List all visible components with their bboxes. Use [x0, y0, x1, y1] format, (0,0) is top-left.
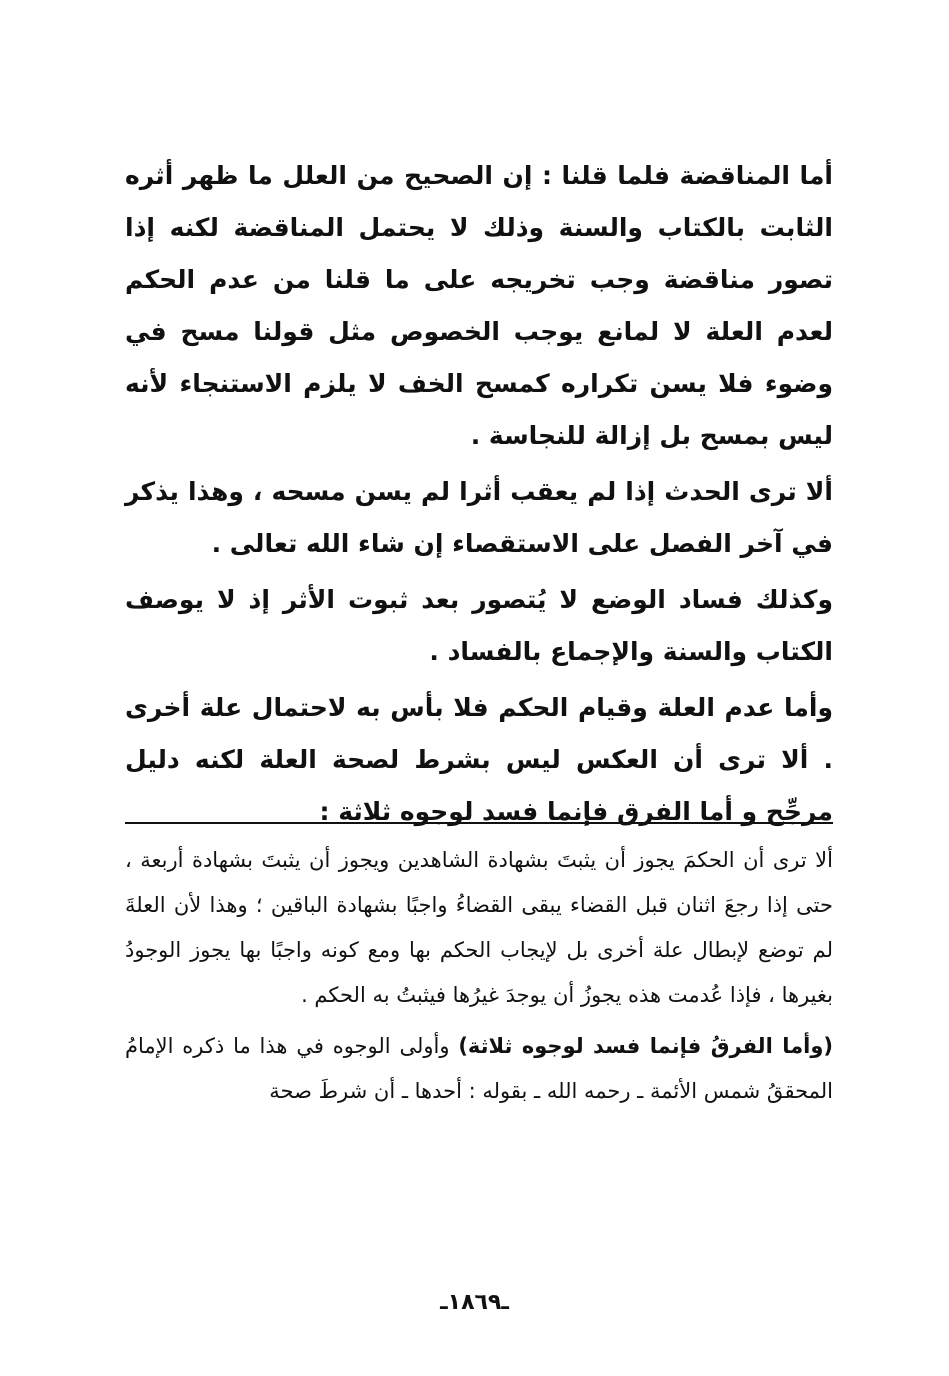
- main-paragraph: ألا ترى الحدث إذا لم يعقب أثرا لم يسن مسحه ، وهذا يذكر في آخر الفصل على الاستقصاء إن شاء الله تعالى .: [125, 477, 833, 558]
- footnote-block: [125, 838, 833, 1120]
- main-paragraph: أما المناقضة فلما قلنا : إن الصحيح من العلل ما ظهر أثره الثابت بالكتاب والسنة وذلك لا يحتمل المناقضة لكنه إذا تصور مناقضة وجب تخريجه على ما قلنا من عدم الحكم لعدم العلة لا لمانع يوجب الخصوص مثل قولنا مسح في وضوء فلا يسن تكراره كمسح الخف لا يلزم الاستنجاء لأنه ليس بمسح بل إزالة للنجاسة .: [125, 161, 833, 450]
- footnote-paragraph: ألا ترى أن الحكمَ يجوز أن يثبتَ بشهادة الشاهدين ويجوز أن يثبتَ بشهادة أربعة ، حتى إذا رجعَ اثنان قبل القضاء يبقى القضاءُ واجبًا بشهادة الباقين ؛ وهذا لأن العلةَ لم توضع لإبطال علة أخرى بل لإيجاب الحكم بها ومع كونه واجبًا بها يجوز الوجودُ بغيرها ، فإذا عُدمت هذه يجوزُ أن يوجدَ غيرُها فيثبتُ به الحكم .: [125, 848, 833, 1007]
- footnote-paragraph: [125, 1024, 833, 1114]
- main-paragraph: وكذلك فساد الوضع لا يُتصور بعد ثبوت الأثر إذ لا يوصف الكتاب والسنة والإجماع بالفساد .: [125, 585, 833, 666]
- footnote-quote: (وأما الفرقُ فإنما فسد لوجوه ثلاثة): [458, 1034, 833, 1058]
- page-number: ـ١٨٦٩ـ: [440, 1290, 509, 1315]
- main-paragraph: وأما عدم العلة وقيام الحكم فلا بأس به لاحتمال علة أخرى . ألا ترى أن العكس ليس بشرط لصحة العلة لكنه دليل مرجِّح و أما الفرق فإنما فسد لوجوه ثلاثة :: [125, 693, 833, 826]
- main-text-block: [125, 150, 833, 842]
- footnote-text: وأولى الوجوه في هذا ما ذكره الإمامُ المحققُ شمس الأئمة ـ رحمه الله ـ بقوله : أحدها ـ أن شرطَ صحة: [125, 1034, 833, 1103]
- footnote-divider: [125, 822, 833, 824]
